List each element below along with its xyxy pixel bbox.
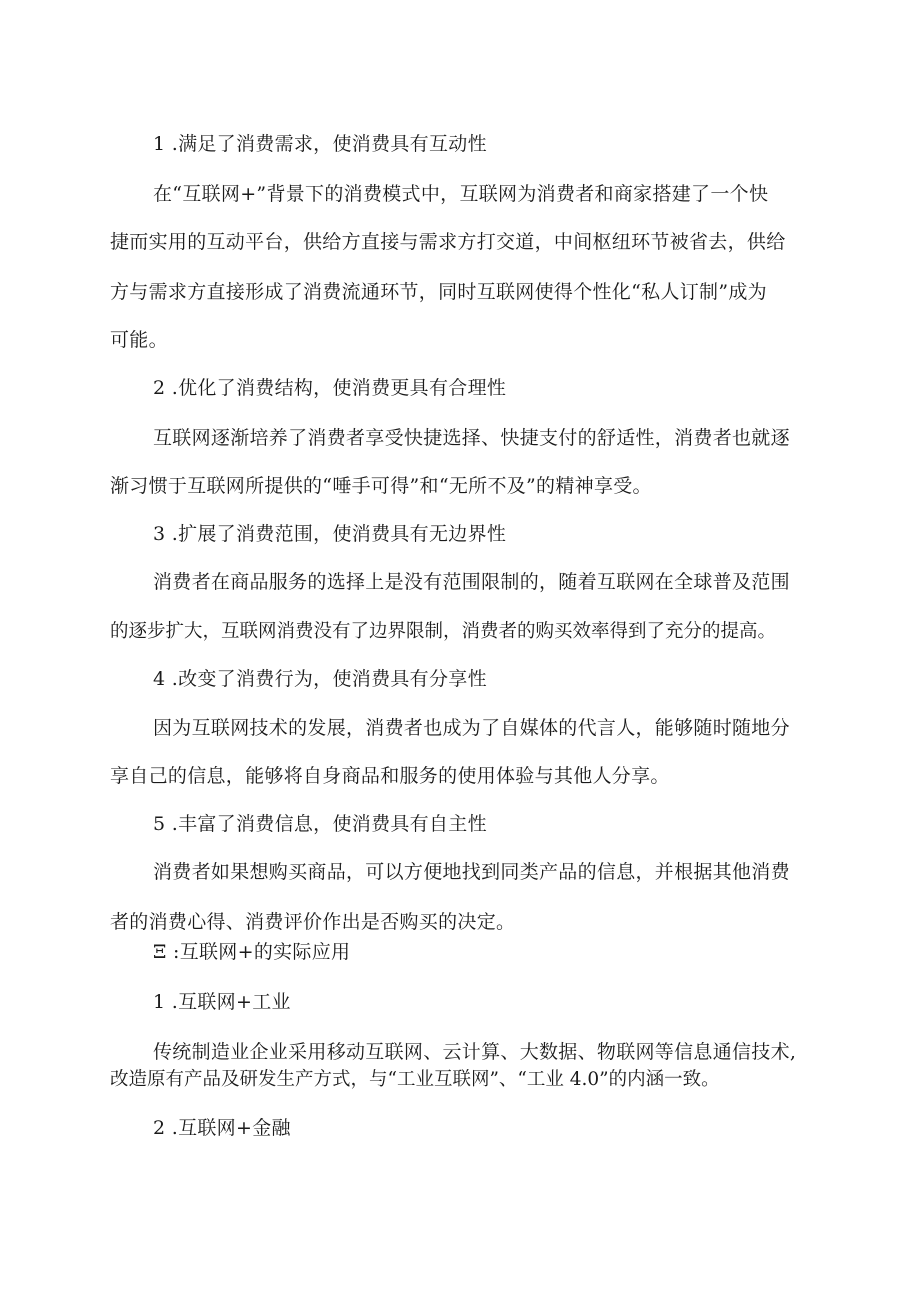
paragraph-line: 方与需求方直接形成了消费流通环节，同时互联网使得个性化“私人订制”成为	[110, 281, 767, 303]
section-heading-1: 1 .满足了消费需求，使消费具有互动性	[153, 133, 487, 155]
section-heading-3: 3 .扩展了消费范围，使消费具有无边界性	[153, 523, 507, 545]
paragraph-line: 在“互联网+”背景下的消费模式中，互联网为消费者和商家搭建了一个快	[153, 183, 769, 205]
section-heading-5: 5 .丰富了消费信息，使消费具有自主性	[153, 813, 487, 835]
section-heading-finance: 2 .互联网+金融	[153, 1117, 291, 1139]
paragraph-line: 改造原有产品及研发生产方式，与“工业互联网”、“工业 4.0”的内涵一致。	[110, 1069, 720, 1090]
paragraph-line: 的逐步扩大，互联网消费没有了边界限制，消费者的购买效率得到了充分的提高。	[110, 621, 777, 642]
paragraph-line: 消费者在商品服务的选择上是没有范围限制的，随着互联网在全球普及范围	[153, 571, 790, 593]
paragraph-line: 消费者如果想购买商品，可以方便地找到同类产品的信息，并根据其他消费	[153, 861, 790, 883]
section-heading-industry: 1 .互联网+工业	[153, 991, 291, 1013]
chapter-heading: Ξ :互联网+的实际应用	[153, 941, 351, 963]
paragraph-line: 可能。	[110, 329, 168, 351]
paragraph-line: 互联网逐渐培养了消费者享受快捷选择、快捷支付的舒适性，消费者也就逐	[153, 427, 790, 449]
paragraph-line: 因为互联网技术的发展，消费者也成为了自媒体的代言人，能够随时随地分	[153, 717, 790, 739]
paragraph-line: 享自己的信息，能够将自身商品和服务的使用体验与其他人分享。	[110, 765, 670, 787]
section-heading-2: 2 .优化了消费结构，使消费更具有合理性	[153, 377, 507, 399]
paragraph-line: 捷而实用的互动平台，供给方直接与需求方打交道，中间枢纽环节被省去，供给	[110, 231, 786, 253]
paragraph-line: 者的消费心得、消费评价作出是否购买的决定。	[110, 911, 516, 933]
section-heading-4: 4 .改变了消费行为，使消费具有分享性	[153, 668, 487, 690]
paragraph-line: 传统制造业企业采用移动互联网、云计算、大数据、物联网等信息通信技术,	[153, 1041, 797, 1063]
paragraph-line: 渐习惯于互联网所提供的“唾手可得”和“无所不及”的精神享受。	[110, 475, 652, 497]
